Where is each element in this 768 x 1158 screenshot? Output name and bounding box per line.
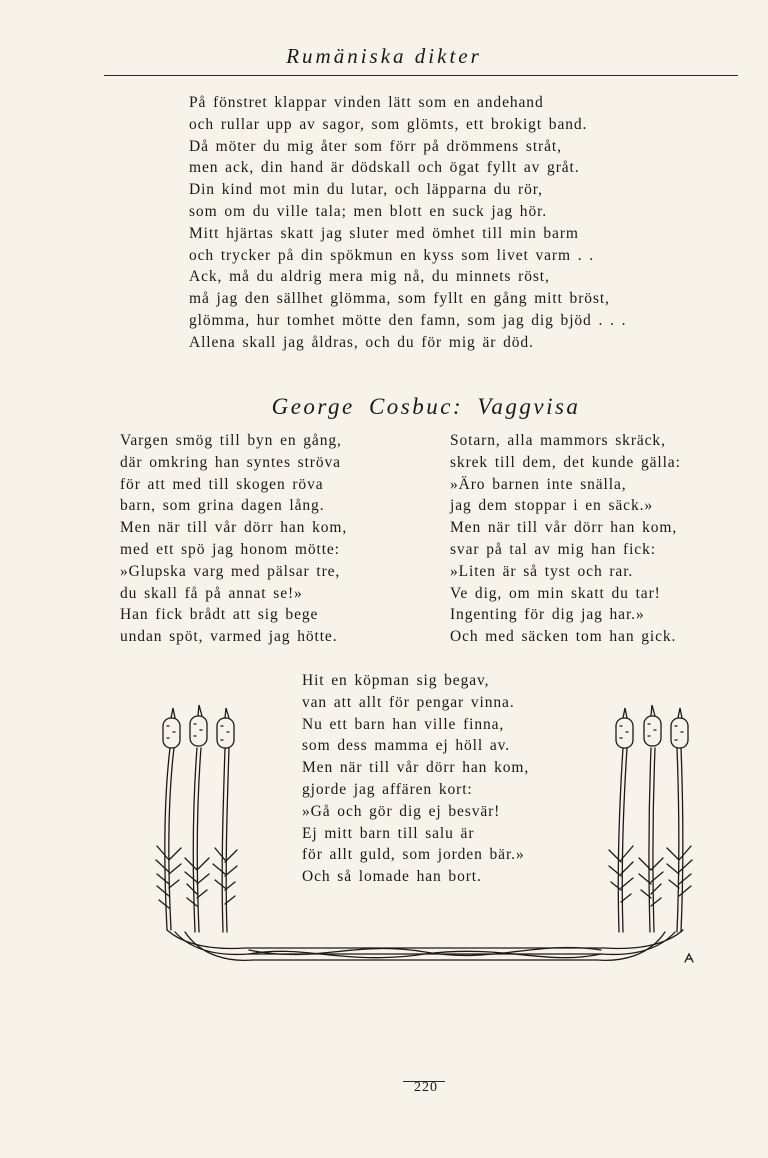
poem-line: där omkring han syntes ströva bbox=[120, 453, 341, 471]
poem-line: Han fick brådt att sig bege bbox=[120, 606, 319, 624]
poem-line: undan spöt, varmed jag hötte. bbox=[120, 628, 338, 646]
poem-line: Ve dig, om min skatt du tar! bbox=[450, 584, 661, 602]
poem-line: »Liten är så tyst och rar. bbox=[450, 562, 634, 580]
poem-line: Och så lomade han bort. bbox=[302, 868, 482, 886]
poem-line: Hit en köpman sig begav, bbox=[302, 672, 490, 689]
poem-line: Ack, må du aldrig mera mig nå, du minnets röst, bbox=[189, 268, 550, 286]
poem-line: du skall få på annat se!» bbox=[120, 584, 303, 602]
poem-stanza-right bbox=[450, 430, 681, 648]
poem-line: »Äro barnen inte snälla, bbox=[450, 475, 627, 493]
poem-line: för allt guld, som jorden bär.» bbox=[302, 846, 525, 864]
poem-line: »Glupska varg med pälsar tre, bbox=[120, 562, 341, 580]
poem-line: men ack, din hand är dödskall och ögat fyllt av gråt. bbox=[189, 159, 580, 177]
poem-line: glömma, hur tomhet mötte den famn, som jag dig bjöd . . . bbox=[189, 311, 627, 329]
poem-line: med ett spö jag honom mötte: bbox=[120, 540, 340, 558]
poem-line: skrek till dem, det kunde gälla: bbox=[450, 453, 681, 471]
running-head: Rumäniska dikter bbox=[286, 44, 482, 68]
poem-line: som dess mamma ej höll av. bbox=[302, 737, 511, 755]
poem-line: svar på tal av mig han fick: bbox=[450, 540, 656, 558]
poem-line: må jag den sällhet glömma, som fyllt en gång mitt bröst, bbox=[189, 290, 610, 308]
braided-base bbox=[167, 930, 693, 962]
poem-line: Ej mitt barn till salu är bbox=[302, 824, 475, 842]
poem-line: Nu ett barn han ville finna, bbox=[302, 715, 505, 733]
poem-line: van att allt för pengar vinna. bbox=[302, 693, 515, 711]
poem-line: Ingenting för dig jag har.» bbox=[450, 606, 645, 624]
poem-line: barn, som grina dagen lång. bbox=[120, 497, 325, 515]
poem-line: gjorde jag affären kort: bbox=[302, 780, 473, 798]
poem-line: för att med till skogen röva bbox=[120, 475, 324, 493]
poem-line: Allena skall jag åldras, och du för mig är död. bbox=[189, 333, 534, 351]
poem-line: Vargen smög till byn en gång, bbox=[120, 432, 342, 449]
poem-line: Mitt hjärtas skatt jag sluter med ömhet till min barm bbox=[189, 224, 579, 242]
poem-line: Sotarn, alla mammors skräck, bbox=[450, 432, 666, 449]
poem-line: »Gå och gör dig ej besvär! bbox=[302, 802, 501, 820]
poem-line: och trycker på din spökmun en kyss som livet varm . . bbox=[189, 246, 595, 264]
poem-line: Men när till vår dörr han kom, bbox=[302, 759, 530, 777]
poem-line: jag dem stoppar i en säck.» bbox=[450, 497, 654, 515]
poem-line: Din kind mot min du lutar, och läpparna du rör, bbox=[189, 181, 543, 199]
page-number: 220 bbox=[414, 1080, 438, 1095]
right-cattails bbox=[609, 705, 692, 932]
poem-line: Men när till vår dörr han kom, bbox=[450, 519, 678, 537]
poem-line: som om du ville tala; men blott en suck jag hör. bbox=[189, 202, 548, 220]
poem-title: George Cosbuc: Vaggvisa bbox=[271, 394, 581, 419]
poem-line: Då möter du mig åter som förr på drömmens stråt, bbox=[189, 137, 562, 155]
reed-ornament bbox=[145, 700, 705, 980]
poem-stanza-left bbox=[120, 430, 347, 648]
poem-stanza bbox=[189, 92, 626, 354]
poem-line: Och med säcken tom han gick. bbox=[450, 628, 677, 646]
header-rule bbox=[104, 75, 738, 76]
poem-line: Men när till vår dörr han kom, bbox=[120, 519, 348, 537]
left-cattails bbox=[156, 705, 237, 932]
poem-line: På fönstret klappar vinden lätt som en andehand bbox=[189, 94, 544, 111]
poem-line: och rullar upp av sagor, som glömts, ett brokigt band. bbox=[189, 115, 588, 133]
